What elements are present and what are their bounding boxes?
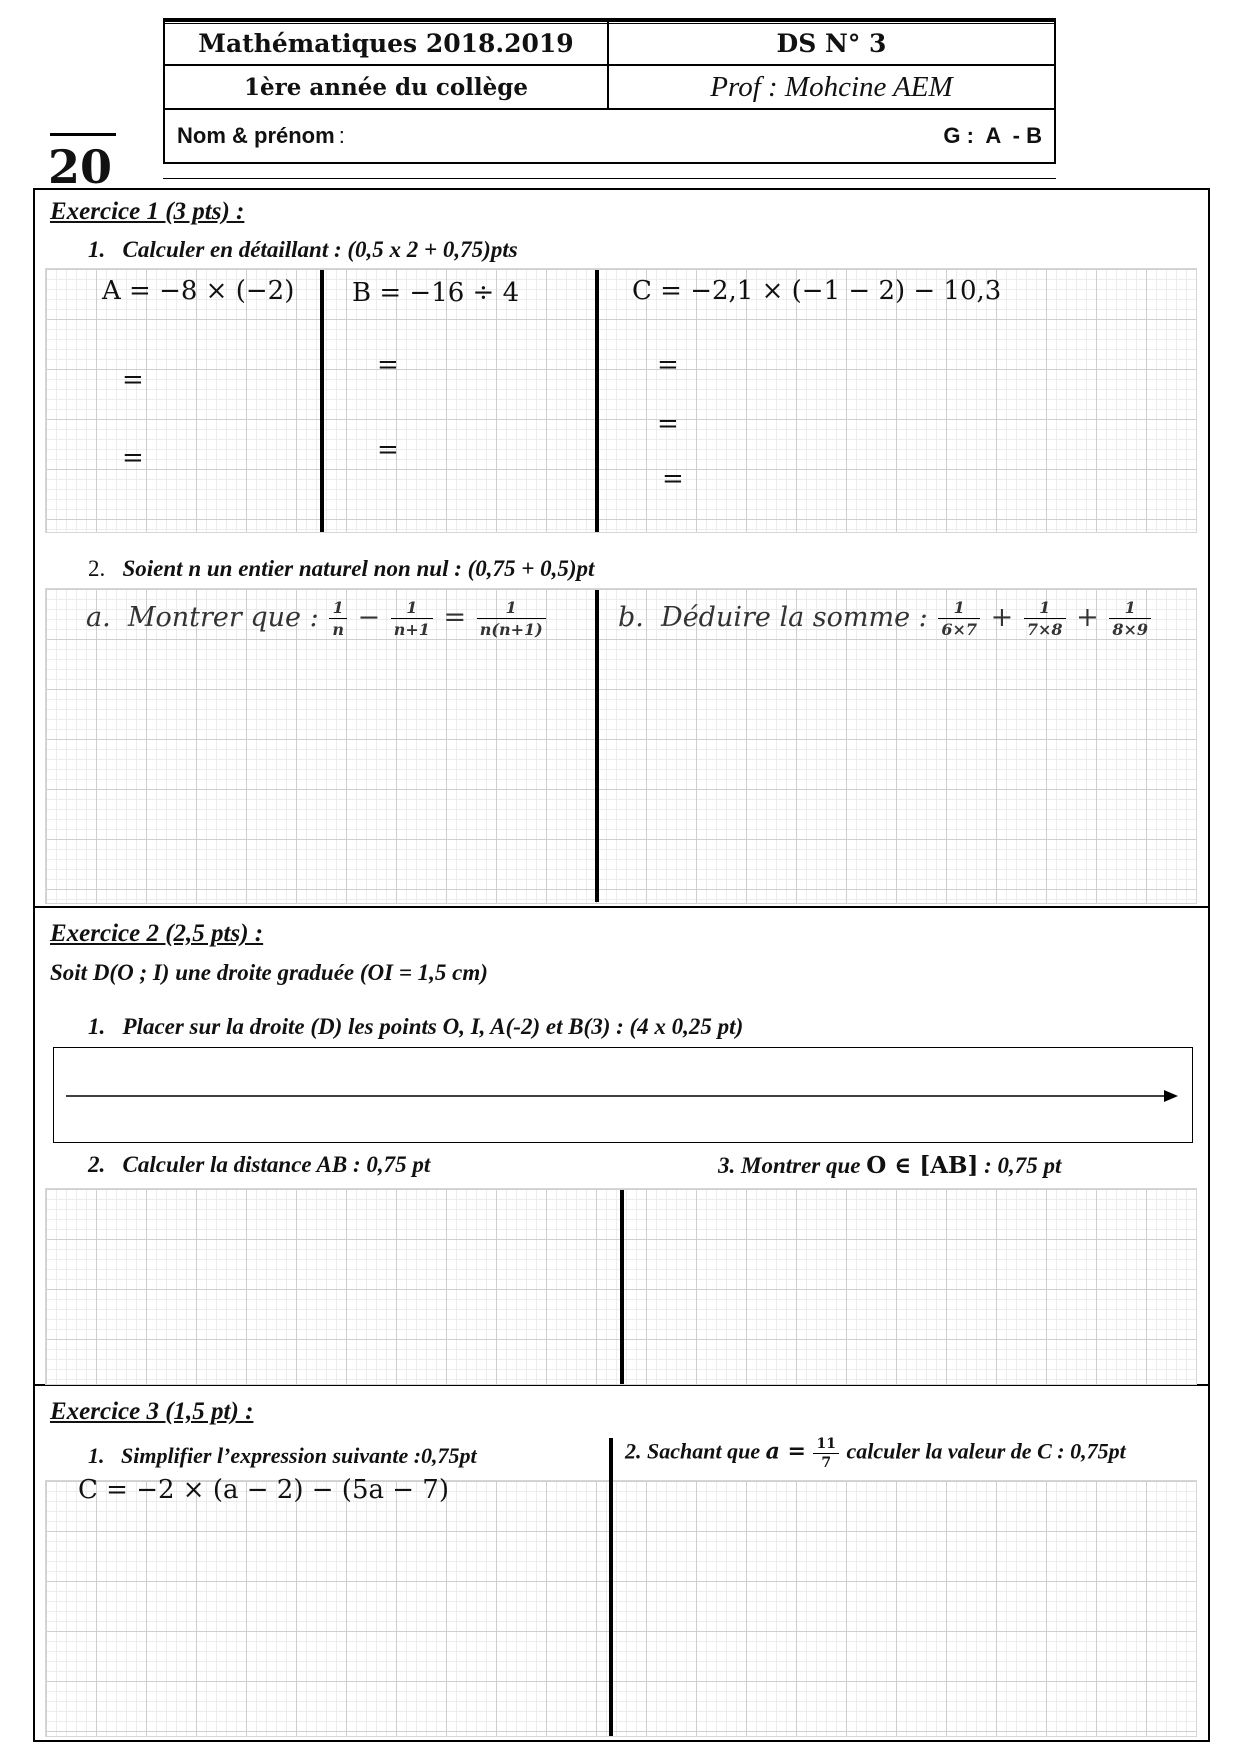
q2b-text: Déduire la somme : <box>661 602 928 633</box>
ex1-q2-number: 2. <box>88 556 106 581</box>
ex1-q2b <box>618 598 1153 639</box>
B-equals-1: = <box>377 350 399 380</box>
group-label: G : A - B <box>943 123 1042 148</box>
C-equals-3: = <box>662 464 684 494</box>
C-equals-1: = <box>657 350 679 380</box>
sum-term-1: $\frac{1}{6\times 7}$ <box>938 598 980 639</box>
ex1-q2 <box>88 556 594 582</box>
prof-cell <box>608 65 1055 109</box>
ex2-q3-math: O ∈ [AB] <box>866 1152 979 1179</box>
ex2-intro: Soit D(O ; I) une droite graduée (OI = 1,5 cm) <box>50 960 488 985</box>
A-equals-1: = <box>122 365 144 395</box>
ex3-q1-text: Simplifier l’expression suivante :0,75pt <box>121 1443 477 1468</box>
plus-sign-1: + <box>990 602 1014 633</box>
frac-1-over-n-plus-1: $\frac{1}{n+1}$ <box>391 598 433 639</box>
frac-1-over-n: $\frac{1}{n}$ <box>329 598 347 639</box>
q2a-text: Montrer que : <box>127 602 319 633</box>
level-cell <box>164 65 608 109</box>
ex1-q1 <box>88 237 518 263</box>
divider-ex1-ex2 <box>33 906 1210 908</box>
ex2-q1-number: 1. <box>88 1014 106 1039</box>
name-colon: : <box>338 123 345 148</box>
ex2-q3 <box>718 1152 1061 1179</box>
ex1-q2-separator <box>595 590 599 902</box>
frac-result: $\frac{1}{n(n+1)}$ <box>477 598 546 639</box>
ex1-q1-number: 1. <box>88 237 106 262</box>
equals-sign: = <box>443 602 467 633</box>
ex2-q3-text-b: : 0,75 pt <box>984 1153 1062 1178</box>
ex3-q1 <box>88 1443 477 1469</box>
A-equals-2: = <box>122 443 144 473</box>
ex1-q1-grid[interactable] <box>45 268 1197 533</box>
arrow-head-icon <box>1164 1090 1178 1102</box>
ex3-answer-grid[interactable] <box>45 1480 1197 1737</box>
score-total: 20 <box>48 140 113 194</box>
header-table <box>163 20 1056 164</box>
B-equals-2: = <box>377 435 399 465</box>
ex1-q1-separator-2 <box>595 270 599 532</box>
subject-cell <box>164 21 608 65</box>
ex3-separator <box>609 1438 613 1736</box>
ex3-q2-var: a = <box>765 1438 806 1465</box>
number-line-box[interactable] <box>53 1047 1193 1143</box>
minus-sign: − <box>357 602 381 633</box>
expr-B: B = −16 ÷ 4 <box>352 278 520 308</box>
plus-sign-2: + <box>1076 602 1099 633</box>
sum-term-2: $\frac{1}{7\times 8}$ <box>1024 598 1066 639</box>
name-cell <box>164 109 1055 163</box>
ex3-q2-text-b: calculer la valeur de C : 0,75pt <box>846 1438 1126 1464</box>
ex3-expression: C = −2 × (a − 2) − (5a − 7) <box>78 1475 449 1505</box>
ex2-q2-number: 2. <box>88 1152 106 1177</box>
ex2-q1-text: Placer sur la droite (D) les points O, I, A(-2) et B(3) : (4 x 0,25 pt) <box>122 1014 744 1039</box>
ex2-q3-text-a: 3. Montrer que <box>718 1153 861 1178</box>
prof-name: Prof : Mohcine AEM <box>710 70 953 103</box>
ex2-q2-text: Calculer la distance AB : 0,75 pt <box>122 1152 431 1177</box>
name-label: Nom & prénom <box>177 123 335 148</box>
ex1-q1-separator-1 <box>320 270 324 532</box>
expr-C: C = −2,1 × (−1 − 2) − 10,3 <box>632 276 1002 306</box>
q2a-label: a. <box>86 602 111 633</box>
ex2-separator <box>620 1190 624 1384</box>
header-bottom-rule <box>163 178 1056 182</box>
ex1-title: Exercice 1 (3 pts) : <box>50 198 245 225</box>
sum-term-3: $\frac{1}{8\times 9}$ <box>1109 598 1151 639</box>
ex3-q2 <box>625 1436 1126 1471</box>
score-bar <box>50 133 116 136</box>
q2b-label: b. <box>618 602 644 633</box>
C-equals-2: = <box>657 409 679 439</box>
ex3-q2-text-a: 2. Sachant que <box>625 1438 761 1464</box>
number-line[interactable] <box>54 1048 1191 1141</box>
ex1-q2a <box>86 598 548 639</box>
ex3-title: Exercice 3 (1,5 pt) : <box>50 1398 254 1425</box>
ex2-q1 <box>88 1014 743 1040</box>
subject-title: Mathématiques 2018.2019 <box>198 28 574 58</box>
ex1-q1-text: Calculer en détaillant : (0,5 x 2 + 0,75)pts <box>122 237 518 262</box>
a-value-fraction: $\frac{11}{7}$ <box>813 1436 838 1471</box>
ex3-q1-number: 1. <box>88 1443 105 1468</box>
ex1-q2-text: Soient n un entier naturel non nul : (0,75 + 0,5)pt <box>122 556 595 581</box>
level-label: 1ère année du collège <box>244 73 528 101</box>
ds-title: DS N° 3 <box>776 28 887 58</box>
ex2-title: Exercice 2 (2,5 pts) : <box>50 920 264 947</box>
ex2-q2 <box>88 1152 430 1178</box>
expr-A: A = −8 × (−2) <box>102 276 295 306</box>
ds-cell <box>608 21 1055 65</box>
